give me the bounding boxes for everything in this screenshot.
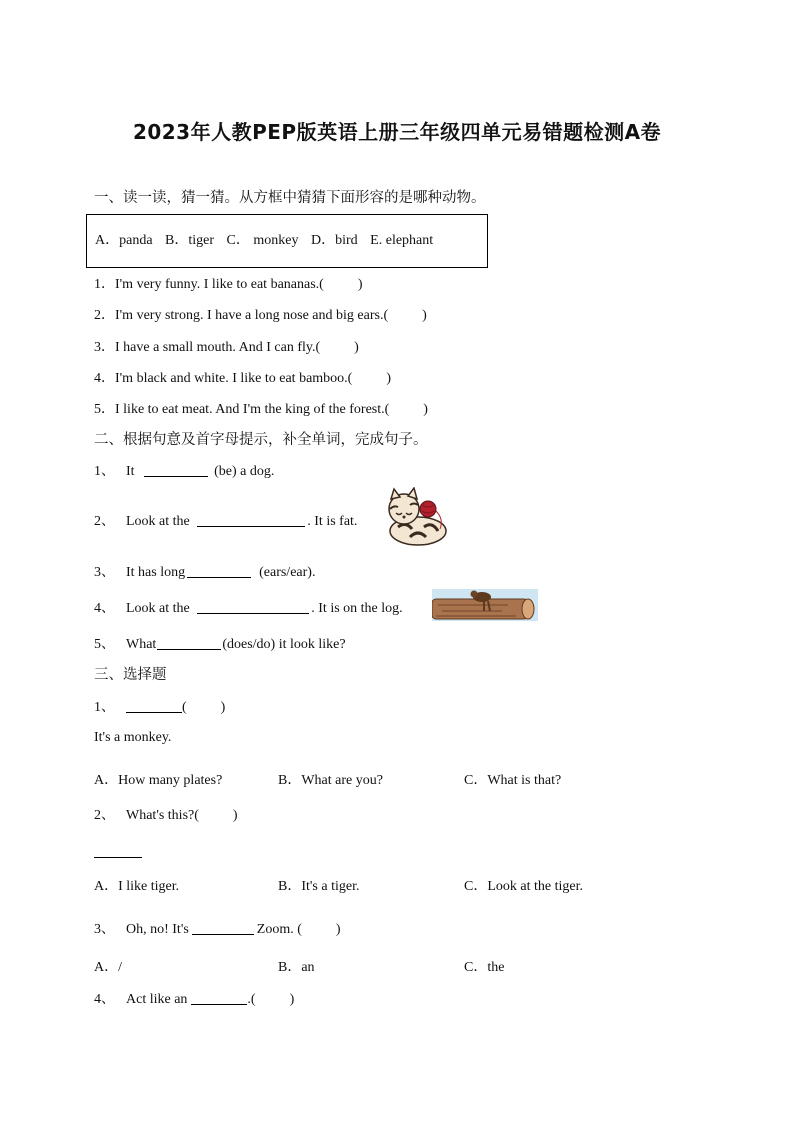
s2-question-2: 2、 Look at the . It is fat.: [94, 514, 358, 529]
s1-question-4: 4．I'm black and white. I like to eat bamboo.( ): [94, 371, 392, 386]
fill-blank[interactable]: [157, 635, 221, 650]
s2-question-3: 3、 It has long (ears/ear).: [94, 565, 316, 580]
s3-question-2: 2、 What's this?( ): [94, 808, 238, 823]
box-option-e: E. elephant: [370, 233, 434, 248]
fill-blank[interactable]: [191, 990, 247, 1005]
s3-q3-option-b[interactable]: B．an: [278, 960, 315, 975]
s1-question-3: 3．I have a small mouth. And I can fly.( ): [94, 340, 359, 355]
section1-heading: 一、读一读，猜一猜。从方框中猜猜下面形容的是哪种动物。: [94, 190, 486, 206]
box-option-c: C． monkey: [226, 233, 299, 248]
s3-q2-option-a[interactable]: A．I like tiger.: [94, 879, 180, 894]
box-option-d: D．bird: [311, 233, 358, 248]
s3-q1-option-a[interactable]: A．How many plates?: [94, 773, 223, 788]
s3-q2-option-c[interactable]: C．Look at the tiger.: [464, 879, 583, 894]
fill-blank[interactable]: [197, 599, 309, 614]
fill-blank[interactable]: [126, 698, 182, 713]
page-title: 2023年人教PEP版英语上册三年级四单元易错题检测A卷: [132, 120, 662, 144]
s3-question-4: 4、 Act like an .( ): [94, 992, 295, 1007]
answer-line[interactable]: [94, 843, 142, 858]
fill-blank[interactable]: [187, 563, 251, 578]
box-option-a: A．panda: [95, 233, 153, 248]
box-option-b: B．tiger: [165, 233, 215, 248]
section3-heading: 三、选择题: [94, 667, 167, 683]
fill-blank[interactable]: [144, 462, 208, 477]
s1-question-5: 5．I like to eat meat. And I'm the king of the forest.( ): [94, 402, 428, 417]
s3-q3-option-a[interactable]: A．/: [94, 960, 122, 975]
s3-question-1-line2: It's a monkey.: [94, 730, 172, 745]
options-box-text: [95, 229, 442, 249]
s2-question-1: 1、 It (be) a dog.: [94, 464, 275, 479]
fill-blank[interactable]: [197, 512, 305, 527]
s3-q1-option-c[interactable]: C．What is that?: [464, 773, 562, 788]
s3-q2-option-b[interactable]: B．It's a tiger.: [278, 879, 360, 894]
s3-q1-option-b[interactable]: B．What are you?: [278, 773, 383, 788]
s1-question-2: 2．I'm very strong. I have a long nose and big ears.( ): [94, 308, 427, 323]
section2-heading: 二、根据句意及首字母提示，补全单词，完成句子。: [94, 432, 428, 448]
fill-blank[interactable]: [192, 920, 254, 935]
options-box: [86, 214, 488, 268]
animal-on-log-image: [432, 589, 538, 621]
s3-question-3: 3、 Oh, no! It's Zoom. ( ): [94, 922, 341, 937]
s2-question-5: 5、 What (does/do) it look like?: [94, 637, 346, 652]
s1-question-1: 1．I'm very funny. I like to eat bananas.( ): [94, 277, 363, 292]
s3-question-1: 1、 ( ): [94, 700, 226, 715]
cat-with-yarn-image: [376, 487, 452, 549]
s3-q3-option-c[interactable]: C．the: [464, 960, 505, 975]
s2-question-4: 4、 Look at the . It is on the log.: [94, 601, 403, 616]
